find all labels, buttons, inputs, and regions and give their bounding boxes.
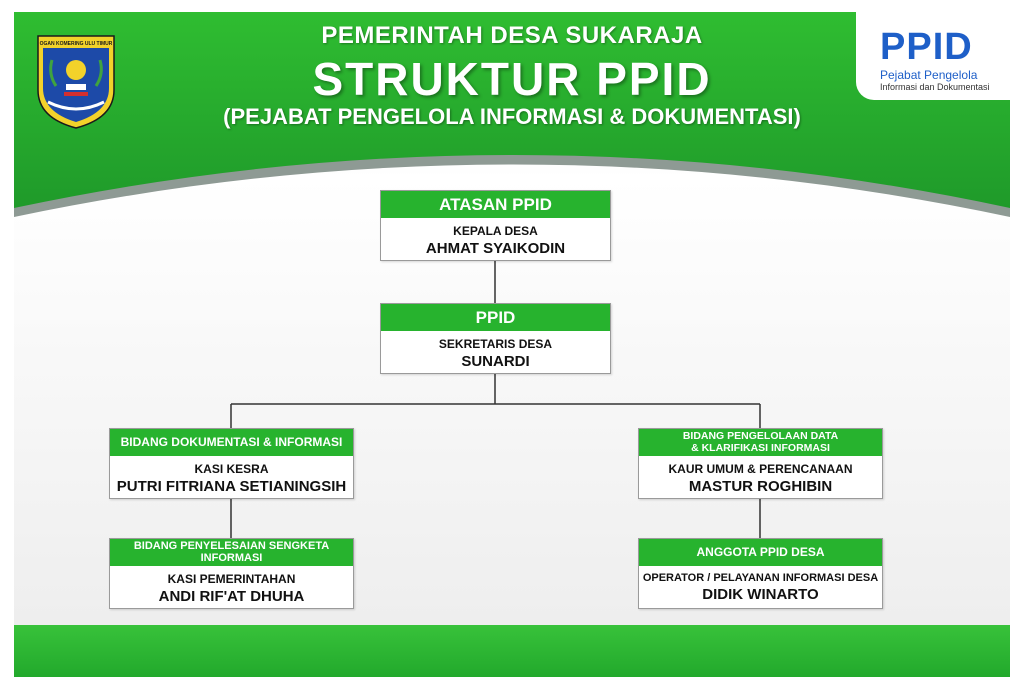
emblem-label: OGAN KOMERING ULU TIMUR [39,41,113,47]
node-sengketa-head: BIDANG PENYELESAIAN SENGKETA INFORMASI [110,539,353,566]
node-sengketa-role: KASI PEMERINTAHAN [167,572,296,586]
node-pengelolaan-body [639,462,882,495]
node-pengelolaan-name: MASTUR ROGHIBIN [688,478,833,495]
node-anggota-ppid [638,538,883,609]
node-atasan-name: AHMAT SYAIKODIN [425,240,566,257]
node-ppid-head: PPID [381,304,610,331]
logo-mark-text: PPID [880,26,973,64]
node-ppid [380,303,611,374]
node-pengelolaan-head-line1: BIDANG PENGELOLAAN DATA [682,430,839,443]
node-anggota-role: OPERATOR / PELAYANAN INFORMASI DESA [642,572,879,584]
logo-subtitle-1: Pejabat Pengelola [880,68,978,82]
node-anggota-name: DIDIK WINARTO [702,586,819,603]
node-ppid-name: SUNARDI [461,353,530,370]
node-dokumentasi-head: BIDANG DOKUMENTASI & INFORMASI [110,429,353,456]
logo-subtitle-2: Informasi dan Dokumentasi [880,82,990,92]
node-ppid-body [381,337,610,370]
node-dokumentasi-role: KASI KESRA [194,462,269,476]
node-pengelolaan-role: KAUR UMUM & PERENCANAAN [668,462,853,476]
node-atasan-body [381,224,610,257]
node-pengelolaan-data [638,428,883,499]
header-subtitle: (PEJABAT PENGELOLA INFORMASI & DOKUMENTASI) [223,104,801,129]
node-sengketa-informasi [109,538,354,609]
node-dokumentasi-informasi [109,428,354,499]
node-sengketa-body [110,572,353,605]
node-anggota-head: ANGGOTA PPID DESA [639,539,882,566]
node-atasan-ppid [380,190,611,261]
footer-bar [14,625,1010,677]
node-ppid-role: SEKRETARIS DESA [438,337,553,351]
node-atasan-head: ATASAN PPID [381,191,610,218]
header-line1: PEMERINTAH DESA SUKARAJA [321,22,703,49]
node-pengelolaan-head [639,429,882,456]
node-sengketa-name: ANDI RIF'AT DHUHA [158,588,305,605]
node-anggota-body [639,572,882,603]
node-pengelolaan-head-line2: & KLARIFIKASI INFORMASI [691,441,830,454]
org-chart-board [14,12,1010,677]
node-atasan-role: KEPALA DESA [453,224,538,238]
node-dokumentasi-body [110,462,353,495]
node-dokumentasi-name: PUTRI FITRIANA SETIANINGSIH [116,478,347,495]
header-title: STRUKTUR PPID [312,53,712,105]
